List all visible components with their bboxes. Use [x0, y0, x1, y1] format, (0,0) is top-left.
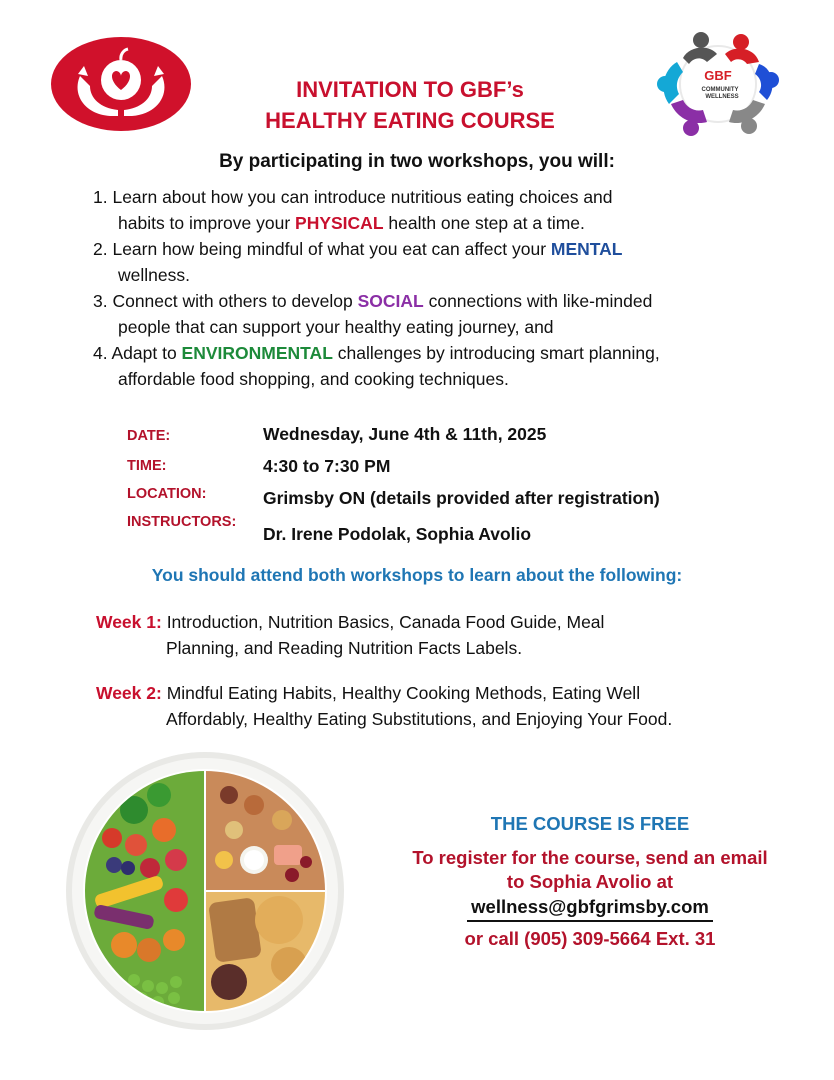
- benefit-2-line-2: wellness.: [118, 265, 190, 285]
- location-value: Grimsby ON (details provided after registration): [263, 488, 660, 508]
- title-line-1: INVITATION TO GBF’s: [296, 77, 524, 102]
- logo-gbf-text: GBF: [704, 68, 732, 83]
- instructors-label: INSTRUCTORS:: [127, 514, 237, 530]
- instructors-value: Dr. Irene Podolak, Sophia Avolio: [263, 524, 532, 544]
- week-1-line-2: Planning, and Reading Nutrition Facts Labels.: [166, 638, 523, 658]
- benefit-1-line-1: 1. Learn about how you can introduce nutritious eating choices and: [93, 187, 613, 207]
- email-link[interactable]: wellness@gbfgrimsby.com: [467, 896, 713, 922]
- keyword-mental: MENTAL: [550, 239, 623, 259]
- benefits-list: [93, 184, 793, 392]
- detail-row-location: [127, 482, 767, 512]
- benefit-4-line-1: [93, 340, 793, 366]
- week-1-line-1: [96, 612, 604, 632]
- detail-row-instructors: [127, 512, 767, 542]
- register-text: [360, 846, 820, 894]
- detail-row-time: [127, 452, 767, 482]
- logo-wellness-text: WELLNESS: [705, 94, 739, 100]
- benefit-item: [93, 288, 793, 340]
- benefit-2-line-1: [93, 236, 793, 262]
- benefit-3-line-1: [93, 288, 793, 314]
- keyword-social: SOCIAL: [357, 291, 424, 311]
- community-people-circle-logo: [655, 28, 781, 140]
- benefit-3-line-2: people that can support your healthy eating journey, and: [118, 317, 554, 337]
- date-value: Wednesday, June 4th & 11th, 2025: [263, 424, 547, 444]
- week-1-label: Week 1:: [96, 612, 162, 632]
- location-label: LOCATION:: [127, 486, 207, 502]
- detail-row-date: [127, 422, 767, 452]
- benefit-1-line-2: [93, 210, 793, 236]
- benefit-2-text-a: 2. Learn how being mindful of what you eat can affect your: [93, 239, 551, 259]
- benefit-4-text-a: 4. Adapt to: [93, 343, 182, 363]
- benefit-1-text-b: health one step at a time.: [383, 213, 585, 233]
- intro-heading: By participating in two workshops, you will:: [219, 151, 615, 172]
- week-2-line-2: Affordably, Healthy Eating Substitutions, and Enjoying Your Food.: [166, 709, 673, 729]
- phone-text: or call (905) 309-5664 Ext. 31: [464, 928, 716, 949]
- attend-heading: You should attend both workshops to learn about the following:: [151, 565, 683, 585]
- benefit-item: [93, 236, 793, 288]
- apple-heart-hands-logo: [50, 36, 192, 132]
- benefit-4-line-2: affordable food shopping, and cooking techniques.: [118, 369, 509, 389]
- title-line-2: HEALTHY EATING COURSE: [265, 108, 555, 133]
- keyword-physical: PHYSICAL: [295, 213, 384, 233]
- week-1: [96, 609, 786, 661]
- week-2-label: Week 2:: [96, 683, 162, 703]
- register-line-1: To register for the course, send an email: [412, 847, 768, 868]
- time-label: TIME:: [127, 458, 167, 474]
- benefit-4-text-b: challenges by introducing smart planning,: [332, 343, 660, 363]
- event-details: [127, 422, 767, 542]
- time-value: 4:30 to 7:30 PM: [263, 456, 391, 476]
- benefit-1-text-a: habits to improve your: [118, 213, 296, 233]
- email-container: [360, 896, 820, 922]
- benefit-item: [93, 340, 793, 392]
- course-free-heading: THE COURSE IS FREE: [490, 813, 690, 834]
- benefit-3-text-a: 3. Connect with others to develop: [93, 291, 358, 311]
- keyword-environmental: ENVIRONMENTAL: [181, 343, 333, 363]
- week-2-line-1: [96, 683, 640, 703]
- register-line-2: to Sophia Avolio at: [506, 871, 674, 892]
- week-2-text-1: Mindful Eating Habits, Healthy Cooking Methods, Eating Well: [161, 683, 641, 703]
- benefit-3-text-b: connections with like-minded: [423, 291, 653, 311]
- week-1-text-1: Introduction, Nutrition Basics, Canada Food Guide, Meal: [161, 612, 605, 632]
- week-2: [96, 680, 786, 732]
- benefit-item: [93, 184, 793, 236]
- logo-community-text: COMMUNITY: [701, 87, 739, 93]
- date-label: DATE:: [127, 428, 171, 444]
- healthy-food-plate: [64, 750, 346, 1032]
- page-title: [220, 74, 600, 136]
